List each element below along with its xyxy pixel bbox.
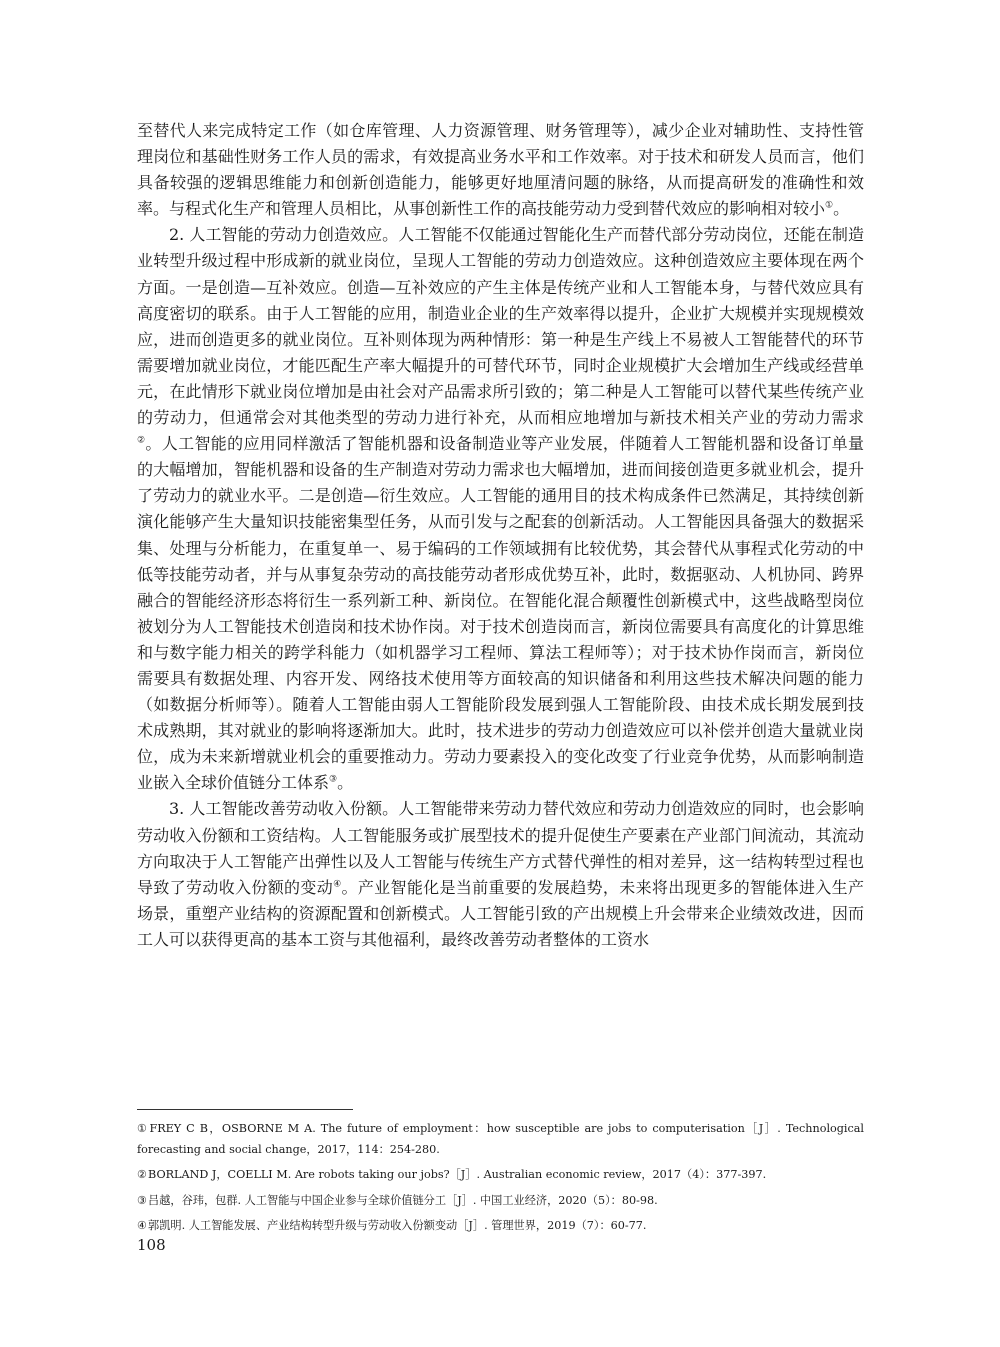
footnote-ref-4[interactable]: ④ [333,879,342,890]
footnote-divider [137,1109,353,1110]
footnote-2 [137,1164,864,1185]
paragraph-1-text: 至替代人来完成特定工作（如仓库管理、人力资源管理、财务管理等），减少企业对辅助性、支持性管理岗位和基础性财务工作人员的需求，有效提高业务水平和工作效率。对于技术和研发人员而言，他们具备较强的逻辑思维能力和创新创造能力，能够更好地厘清问题的脉络，从而提高研发的准确性和效率。与程式化生产和管理人员相比，从事创新性工作的高技能劳动力受到替代效应的影响相对较小 [137,121,864,219]
paragraph-2-text: 2. 人工智能的劳动力创造效应。人工智能不仅能通过智能化生产而替代部分劳动岗位，还能在制造业转型升级过程中形成新的就业岗位，呈现人工智能的劳动力创造效应。这种创造效应主要体现在两个方面。一是创造—互补效应。创造—互补效应的产生主体是传统产业和人工智能本身，与替代效应具有高度密切的联系。由于人工智能的应用，制造业企业的生产效率得以提升，企业扩大规模并实现规模效应，进而创造更多的就业岗位。互补则体现为两种情形：第一种是生产线上不易被人工智能替代的环节需要增加就业岗位，才能匹配生产率大幅提升的可替代环节，同时企业规模扩大会增加生产线或经营单元，在此情形下就业岗位增加是由社会对产品需求所引致的；第二种是人工智能可以替代某些传统产业的劳动力，但通常会对其他类型的劳动力进行补充，从而相应地增加与新技术相关产业的劳动力需求 [137,225,864,428]
footnote-ref-2[interactable]: ② [137,435,146,446]
main-text [137,118,864,953]
footnotes [137,1118,864,1240]
footnote-2-text: BORLAND J，COELLI M. Are robots taking our jobs?［J］. Australian economic review，2017（4）：377-397. [148,1168,767,1182]
paragraph-3-text: 3. 人工智能改善劳动收入份额。人工智能带来劳动力替代效应和劳动力创造效应的同时，也会影响劳动收入份额和工资结构。人工智能服务或扩展型技术的提升促使生产要素在产业部门间流动，其流动方向取决于人工智能产出弹性以及人工智能与传统生产方式替代弹性的相对差异，这一结构转型过程也导致了劳动收入份额的变动 [137,799,864,897]
footnote-3-mark: ③ [137,1193,148,1207]
paragraph-2-tail: 。人工智能的应用同样激活了智能机器和设备制造业等产业发展，伴随着人工智能机器和设备订单量的大幅增加，智能机器和设备的生产制造对劳动力需求也大幅增加，进而间接创造更多就业机会，提升了劳动力的就业水平。二是创造—衍生效应。人工智能的通用目的技术构成条件已然满足，其持续创新演化能够产生大量知识技能密集型任务，从而引发与之配套的创新活动。人工智能因具备强大的数据采集、处理与分析能力，在重复单一、易于编码的工作领域拥有比较优势，其会替代从事程式化劳动的中低等技能劳动者，并与从事复杂劳动的高技能劳动者形成优势互补，此时，数据驱动、人机协同、跨界融合的智能经济形态将衍生一系列新工种、新岗位。在智能化混合颠覆性创新模式中，这些战略型岗位被划分为人工智能技术创造岗和技术协作岗。对于技术创造岗而言，新岗位需要具有高度化的计算思维和与数字能力相关的跨学科能力（如机器学习工程师、算法工程师等）；对于技术协作岗而言，新岗位需要具有数据处理、内容开发、网络技术使用等方面较高的知识储备和利用这些技术解决问题的能力（如数据分析师等）。随着人工智能由弱人工智能阶段发展到强人工智能阶段、由技术成长期发展到技术成熟期，其对就业的影响将逐渐加大。此时，技术进步的劳动力创造效应可以补偿并创造大量就业岗位，成为未来新增就业机会的重要推动力。劳动力要素投入的变化改变了行业竞争优势，从而影响制造业嵌入全球价值链分工体系 [137,434,864,793]
footnote-1-mark: ① [137,1122,149,1135]
footnote-4-text: 郭凯明. 人工智能发展、产业结构转型升级与劳动收入份额变动［J］. 管理世界，2019（7）：60-77. [148,1218,647,1232]
page-number: 108 [137,1236,166,1254]
paragraph-2 [137,222,864,796]
paragraph-1 [137,118,864,222]
footnote-1 [137,1118,864,1160]
footnote-4-mark: ④ [137,1218,148,1232]
footnote-3-text: 吕越，谷玮，包群. 人工智能与中国企业参与全球价值链分工［J］. 中国工业经济，2020（5）：80-98. [148,1193,658,1207]
paragraph-1-tail: 。 [833,199,850,219]
footnote-4 [137,1215,864,1236]
footnote-ref-3[interactable]: ③ [329,775,338,786]
paragraph-3 [137,796,864,953]
footnote-3 [137,1190,864,1211]
footnote-ref-1[interactable]: ① [825,200,834,211]
footnote-2-mark: ② [137,1168,148,1182]
paragraph-3-tail: 。产业智能化是当前重要的发展趋势，未来将出现更多的智能体进入生产场景，重塑产业结构的资源配置和创新模式。人工智能引致的产出规模上升会带来企业绩效改进，因而工人可以获得更高的基本工资与其他福利，最终改善劳动者整体的工资水 [137,877,864,949]
footnote-1-text: FREY C B，OSBORNE M A. The future of employment：how susceptible are jobs to computerisation［J］. Technological forecasting and social change，2017，114：254-280. [137,1122,865,1157]
paragraph-2-tail-end: 。 [337,773,354,793]
